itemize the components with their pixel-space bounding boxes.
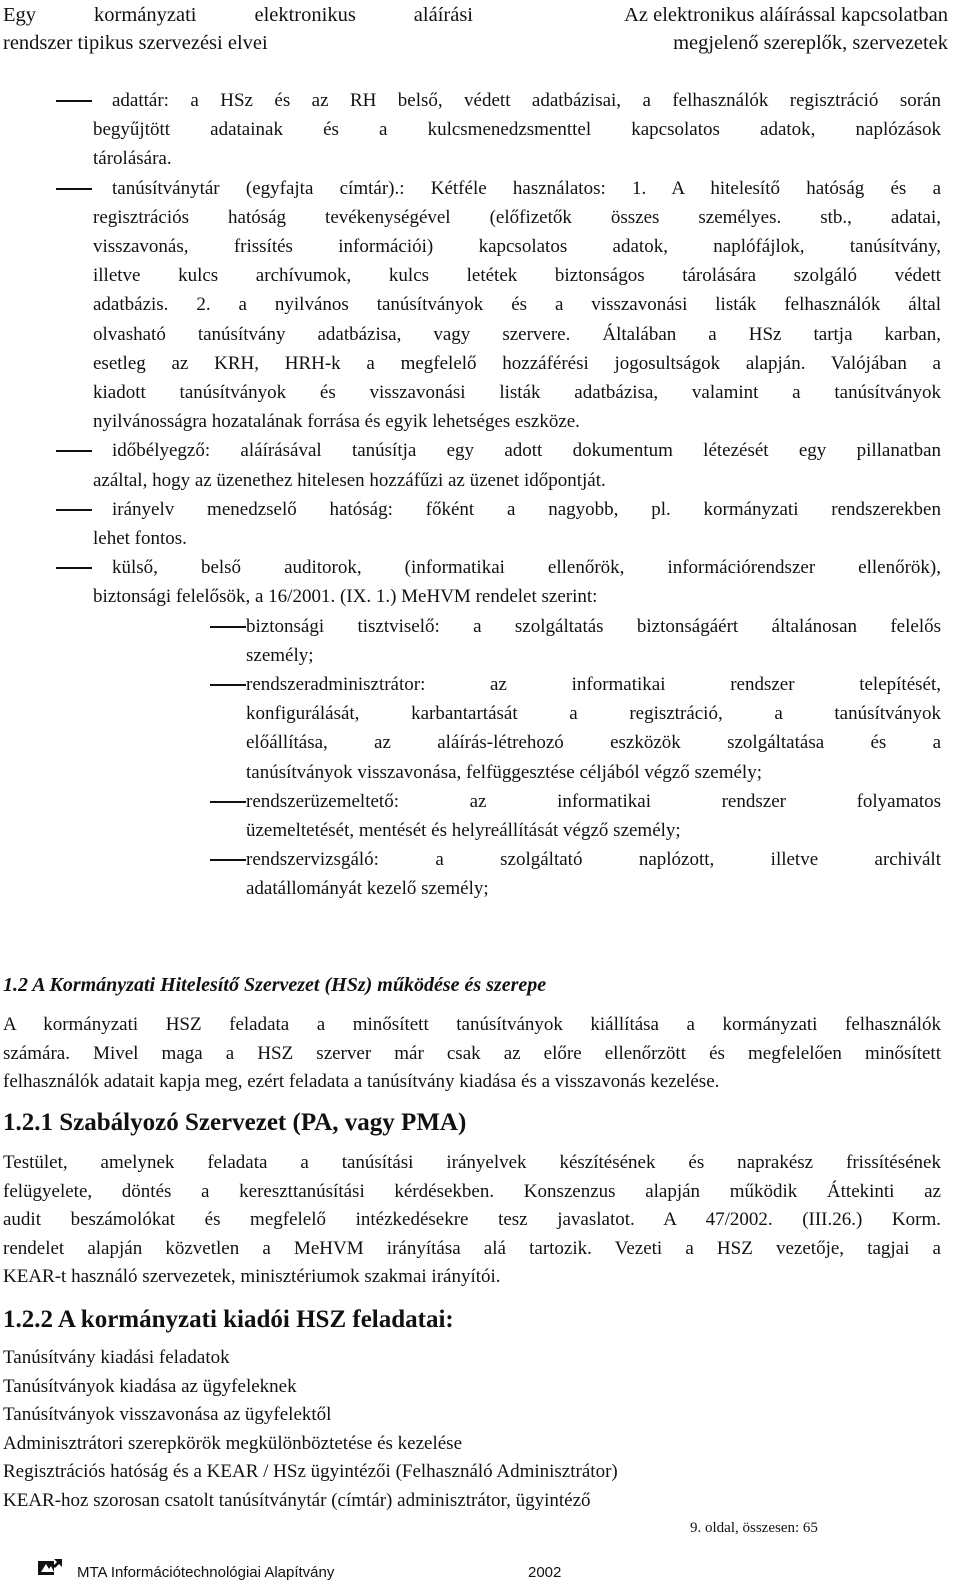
- paragraph-line: A kormányzati HSZ feladata a minősített tanúsítványok kiállítása a kormányzati felhasználók: [3, 1014, 941, 1035]
- list-item-line: visszavonás, frissítés információi) kapcsolatos adatok, naplófájlok, tanúsítvány,: [93, 236, 941, 257]
- sublist-item-line: személy;: [246, 644, 314, 666]
- list-dash: [56, 100, 92, 102]
- list-dash: [56, 567, 92, 569]
- paragraph-line: felügyelete, döntés a kereszttanúsítási kérdésekben. Konszenzus alapján működik Áttekinti az: [3, 1180, 941, 1202]
- paragraph-line: számára. Mivel maga a HSZ szerver már csak az előre ellenőrzött és megfelelően minősített: [3, 1042, 941, 1064]
- list-dash: [210, 801, 246, 803]
- list-item-line: esetleg az KRH, HRH-k a megfelelő hozzáférési jogosultságok alapján. Valójában a: [93, 352, 941, 374]
- list-item-line: begyűjtött adatainak és a kulcsmenedzsmenttel kapcsolatos adatok, naplózások: [93, 119, 941, 141]
- list-item-line: kiadott tanúsítványok és visszavonási listák adatbázisa, valamint a tanúsítványok: [93, 382, 941, 403]
- task-list-item: Tanúsítvány kiadási feladatok: [3, 1347, 230, 1368]
- sublist-item-line: rendszeradminisztrátor: az informatikai rendszer telepítését,: [246, 674, 941, 695]
- task-list-item: Adminisztrátori szerepkörök megkülönböztetése és kezelése: [3, 1432, 462, 1454]
- sublist-item-line: előállítása, az aláírás-létrehozó eszközök szolgáltatása és a: [246, 732, 941, 754]
- list-item-line: nyilvánosságra hozatalának forrása és egyik lehetséges eszköze.: [93, 411, 580, 433]
- task-list-item: Regisztrációs hatóság és a KEAR / HSz ügyintézői (Felhasználó Adminisztrátor): [3, 1461, 618, 1483]
- sublist-item-line: adatállományát kezelő személy;: [246, 878, 489, 900]
- header-left-line-2: rendszer tipikus szervezési elvei: [3, 32, 268, 54]
- list-item-line: adatbázis. 2. a nyilvános tanúsítványok és a visszavonási listák felhasználók által: [93, 294, 941, 316]
- task-list-item: Tanúsítványok kiadása az ügyfeleknek: [3, 1375, 297, 1397]
- list-item-line: külső, belső auditorok, (informatikai ellenőrök, információrendszer ellenőrök),: [112, 557, 941, 579]
- list-item-line: tanúsítványtár (egyfajta címtár).: Kétféle használatos: 1. A hitelesítő hatóság és a: [112, 177, 941, 199]
- list-item-line: lehet fontos.: [93, 528, 187, 549]
- paragraph-line: rendelet alapján közvetlen a MeHVM irányítása alá tartozik. Vezeti a HSZ vezetője, tagjai a: [3, 1237, 941, 1259]
- header-right-line-2: megjelenő szereplők, szervezetek: [673, 32, 948, 54]
- sublist-item-line: biztonsági tisztviselő: a szolgáltatás biztonságáért általánosan felelős: [246, 615, 941, 637]
- paragraph-line: KEAR-t használó szervezetek, minisztériumok szakmai irányítói.: [3, 1266, 501, 1287]
- paragraph-line: audit beszámolókat és megfelelő intézkedésekre tesz javaslatot. A 47/2002. (III.26.) Korm.: [3, 1209, 941, 1230]
- list-item-line: biztonsági felelősök, a 16/2001. (IX. 1.) MeHVM rendelet szerint:: [93, 586, 598, 608]
- list-item-line: azáltal, hogy az üzenethez hitelesen hozzáfűzi az üzenet időpontját.: [93, 469, 606, 491]
- list-dash: [210, 684, 246, 686]
- running-header-right: [518, 1, 948, 57]
- list-dash: [56, 509, 92, 511]
- list-dash: [210, 859, 246, 861]
- header-left-line-1: Egy kormányzati elektronikus aláírási: [3, 4, 473, 26]
- list-item-line: irányelv menedzselő hatóság: főként a nagyobb, pl. kormányzati rendszerekben: [112, 498, 941, 520]
- task-list-item: KEAR-hoz szorosan csatolt tanúsítványtár (címtár) adminisztrátor, ügyintéző: [3, 1490, 591, 1511]
- sublist-item-line: tanúsítványok visszavonása, felfüggesztése céljából végző személy;: [246, 761, 762, 783]
- sublist-item-line: üzemeltetését, mentését és helyreállítását végző személy;: [246, 820, 681, 841]
- list-dash: [210, 626, 246, 628]
- footer-organization: MTA Információtechnológiai Alapítvány: [77, 1564, 335, 1581]
- list-item-line: illetve kulcs archívumok, kulcs letétek biztonságos tárolására szolgáló védett: [93, 265, 941, 287]
- mta-logo-icon: [38, 1559, 62, 1577]
- sublist-item-line: rendszervizsgáló: a szolgáltató naplózott, illetve archivált: [246, 849, 941, 871]
- paragraph-line: Testület, amelynek feladata a tanúsítási irányelvek készítésének és naprakész frissítésének: [3, 1152, 941, 1173]
- sublist-item-line: rendszerüzemeltető: az informatikai rendszer folyamatos: [246, 790, 941, 812]
- list-item-line: időbélyegző: aláírásával tanúsítja egy adott dokumentum létezését egy pillanatban: [112, 440, 941, 462]
- page-number: 9. oldal, összesen: 65: [690, 1520, 818, 1536]
- footer-year: 2002: [528, 1564, 562, 1581]
- sublist-item-line: konfigurálását, karbantartását a regisztráció, a tanúsítványok: [246, 703, 941, 725]
- list-item-line: adattár: a HSz és az RH belső, védett adatbázisai, a felhasználók regisztráció során: [112, 90, 941, 111]
- list-item-line: tárolására.: [93, 148, 172, 170]
- section-heading-1-2-1: 1.2.1 Szabályozó Szervezet (PA, vagy PMA): [3, 1109, 467, 1136]
- running-header-left: [3, 1, 473, 57]
- section-heading-1-2-2: 1.2.2 A kormányzati kiadói HSZ feladatai:: [3, 1306, 454, 1333]
- section-heading-1-2: 1.2 A Kormányzati Hitelesítő Szervezet (HSz) működése és szerepe: [3, 974, 547, 996]
- list-item-line: regisztrációs hatóság tevékenységével (előfizetők összes személyes. stb., adatai,: [93, 206, 941, 228]
- task-list-item: Tanúsítványok visszavonása az ügyfelektől: [3, 1404, 332, 1426]
- paragraph-line: felhasználók adatait kapja meg, ezért feladata a tanúsítvány kiadása és a visszavonás kezelése.: [3, 1071, 720, 1092]
- list-dash: [56, 450, 92, 452]
- list-dash: [56, 188, 92, 190]
- list-item-line: olvasható tanúsítvány adatbázisa, vagy szervere. Általában a HSz tartja karban,: [93, 323, 941, 345]
- header-right-line-1: Az elektronikus aláírással kapcsolatban: [624, 4, 948, 26]
